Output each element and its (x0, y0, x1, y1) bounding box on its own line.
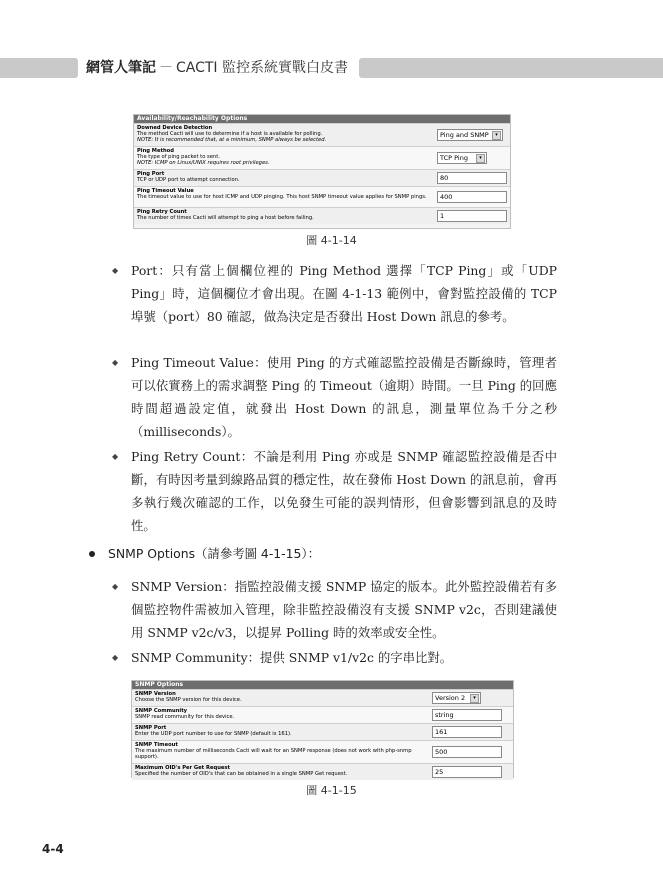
option-row (134, 186, 510, 207)
option-desc: The timeout value to use for host ICMP and UDP pinging. This host SNMP timeout value applies for SNMP pings. (137, 194, 427, 201)
diamond-bullet-icon: ◆ (112, 582, 119, 591)
diamond-bullet-icon: ◆ (112, 452, 119, 461)
option-name: Downed Device Detection (137, 125, 213, 131)
ping-timeout-input[interactable]: 400 (437, 191, 507, 203)
panel-rows (134, 123, 510, 224)
ping-port-input[interactable]: 80 (437, 172, 507, 184)
option-row (132, 723, 513, 740)
max-oids-input[interactable]: 25 (432, 766, 502, 778)
book-title: 網管人筆記 (86, 60, 156, 76)
snmp-community-input[interactable]: string (432, 709, 502, 721)
option-row (132, 689, 513, 706)
chevron-down-icon: ▾ (470, 694, 479, 703)
option-name: Maximum OID's Per Get Request (135, 765, 230, 771)
diamond-bullet-icon: ◆ (112, 653, 119, 662)
header-bar-right (359, 58, 663, 78)
option-name: SNMP Timeout (135, 742, 178, 748)
option-desc: Enter the UDP port number to use for SNMP (default is 161). (135, 731, 292, 738)
option-row (134, 123, 510, 146)
option-desc: The type of ping packet to sent. (137, 154, 220, 161)
option-name: Ping Port (137, 171, 165, 177)
chevron-down-icon: ▾ (492, 131, 501, 140)
ping-retry-count-input[interactable]: 1 (437, 210, 507, 222)
bullet-paragraph: SNMP Community：提供 SNMP v1/v2c 的字串比對。 (131, 650, 453, 665)
bullet-paragraph: Ping Retry Count：不論是利用 Ping 亦或是 SNMP 確認監控設備是否中斷，有時因考量到線路品質的穩定性，故在發佈 Host Down 的訊息前，會再多執行幾次確認的工作，以免發生可能的誤判情形，但會影響到訊息的及時性。 (131, 449, 557, 533)
option-desc: Specified the number of OID's that can be obtained in a single SNMP Get request. (135, 771, 348, 778)
snmp-timeout-input[interactable]: 500 (432, 746, 502, 758)
figure-4-1-14-screenshot (133, 114, 511, 229)
option-note: NOTE: ICMP on Linux/UNIX requires root privileges. (137, 160, 270, 167)
option-name: SNMP Community (135, 708, 188, 714)
figure-4-1-15-screenshot (131, 680, 514, 778)
option-row (134, 169, 510, 186)
option-name: SNMP Version (135, 691, 176, 697)
header-bar-left (0, 58, 78, 78)
option-desc: TCP or UDP port to attempt connection. (137, 177, 240, 184)
option-row (132, 706, 513, 723)
bullet-paragraph: Ping Timeout Value：使用 Ping 的方式確認監控設備是否斷線時，管理者可以依實務上的需求調整 Ping 的 Timeout（逾期）時間。一旦 Ping 的回應時間超過設定值，就發出 Host Down 的訊息，測量單位為千分之秒（milliseconds）。 (131, 355, 557, 439)
option-row (134, 146, 510, 169)
figure-caption: 圖 4-1-14 (306, 234, 357, 247)
option-name: Ping Retry Count (137, 209, 187, 215)
panel-title: SNMP Options (132, 681, 513, 689)
option-desc: The method Cacti will use to determine if a host is available for polling. (137, 131, 323, 138)
figure-caption: 圖 4-1-15 (306, 784, 357, 797)
option-name: SNMP Port (135, 725, 167, 731)
downed-device-detection-select[interactable]: Ping and SNMP ▾ (437, 129, 503, 141)
chevron-down-icon: ▾ (476, 154, 485, 163)
option-name: Ping Method (137, 148, 174, 154)
ping-method-select[interactable]: TCP Ping ▾ (437, 152, 487, 164)
diamond-bullet-icon: ◆ (112, 358, 119, 367)
bullet-paragraph: SNMP Version：指監控設備支援 SNMP 協定的版本。此外監控設備若有多個監控物件需被加入管理，除非監控設備沒有支援 SNMP v2c，否則建議使用 SNMP v2c/v3，以提昇 Polling 時的效率或安全性。 (131, 579, 557, 640)
option-name: Ping Timeout Value (137, 188, 194, 194)
section-heading: SNMP Options（請參考圖 4-1-15）： (108, 546, 320, 561)
book-subtitle: CACTI 監控系統實戰白皮書 (176, 60, 349, 76)
option-desc: SNMP read community for this device. (135, 714, 235, 721)
option-desc: The maximum number of milliseconds Cacti will wait for an SNMP response (does not work with php-snmp support). (135, 748, 412, 761)
snmp-version-select[interactable]: Version 2 ▾ (432, 692, 481, 704)
option-row (132, 740, 513, 763)
panel-title: Availability/Reachability Options (134, 115, 510, 123)
header-separator: － (159, 60, 173, 76)
option-row (132, 763, 513, 780)
section-bullet-icon (89, 551, 95, 557)
option-desc: The number of times Cacti will attempt to ping a host before failing. (137, 215, 314, 222)
panel-rows (132, 689, 513, 780)
snmp-port-input[interactable]: 161 (432, 726, 502, 738)
option-note: NOTE: It is recommended that, at a minimum, SNMP always be selected. (137, 137, 327, 144)
option-desc: Choose the SNMP version for this device. (135, 697, 242, 704)
running-header (86, 57, 348, 79)
diamond-bullet-icon: ◆ (112, 266, 119, 275)
bullet-paragraph: Port：只有當上個欄位裡的 Ping Method 選擇「TCP Ping」或「UDP Ping」時，這個欄位才會出現。在圖 4-1-13 範例中，會對監控設備的 TCP 埠號（port）80 確認，做為決定是否發出 Host Down 訊息的參考。 (131, 263, 557, 324)
option-row (134, 207, 510, 224)
page-number: 4-4 (42, 842, 64, 856)
